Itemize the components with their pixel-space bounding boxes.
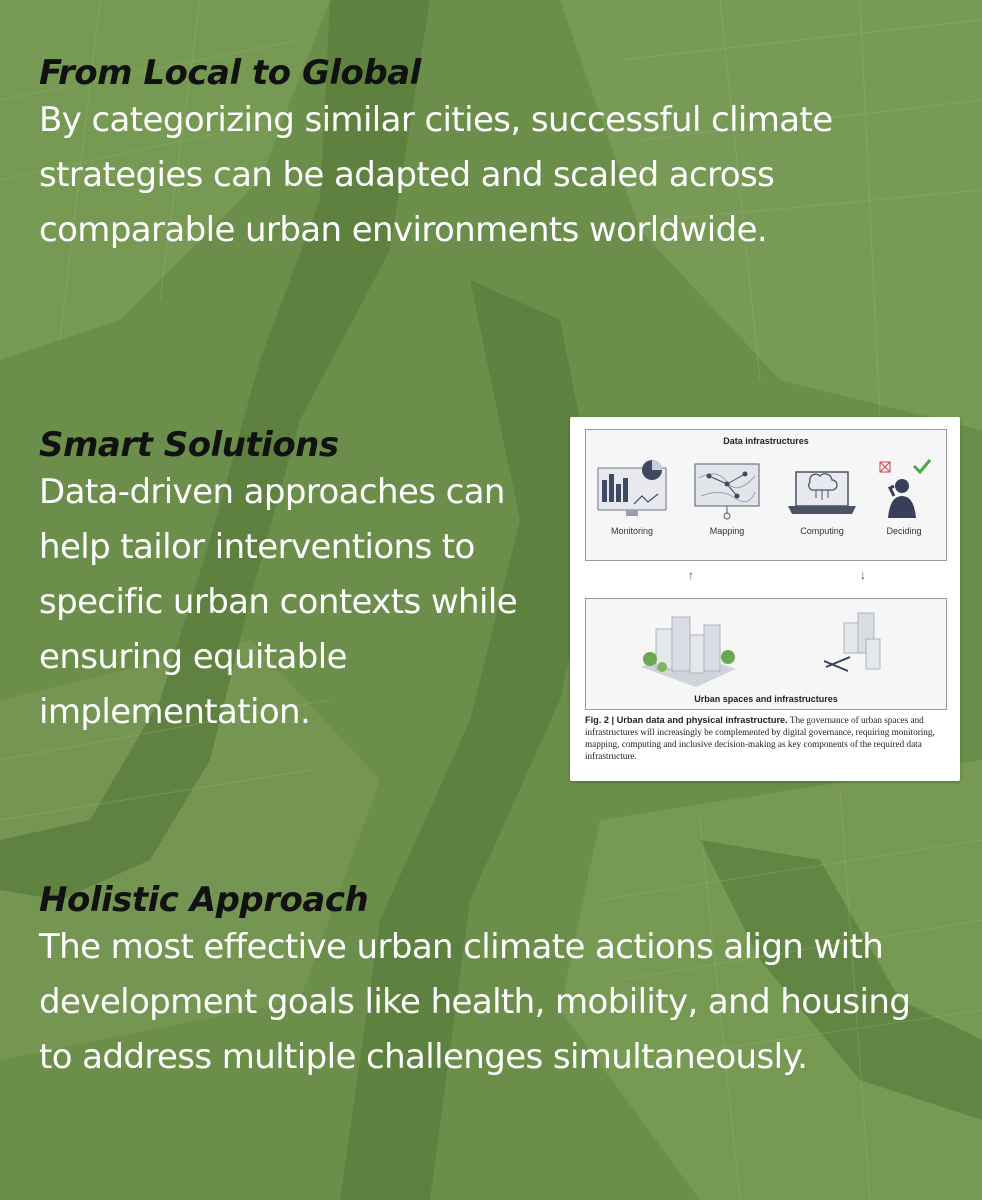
caption-text: The governance of urban spaces and infrastructures will increasingly be complemented by digital governance, requiring monitoring, mapping, computing and inclusive decision-making as key components of the required data infrastructure.: [585, 715, 935, 761]
section-title: Smart Solutions: [39, 425, 339, 465]
mapping-icon: [687, 458, 767, 520]
section-smart-solutions: [39, 425, 559, 740]
computing-item: [782, 458, 862, 536]
panel-title: Data infrastructures: [723, 436, 809, 446]
item-label: Computing: [800, 526, 844, 536]
section-local-to-global: [39, 53, 939, 258]
buildings-icon: [586, 599, 946, 691]
computing-icon: [782, 458, 862, 520]
data-infrastructures-panel: [585, 429, 947, 561]
caption-label: Fig. 2 | Urban data and physical infrastructure.: [585, 715, 788, 725]
mapping-item: [687, 458, 767, 536]
section-holistic-approach: [39, 880, 939, 1085]
monitoring-item: [592, 458, 672, 536]
section-body: Data-driven approaches can help tailor interventions to specific urban contexts while ensuring equitable implementation.: [39, 472, 518, 732]
item-label: Mapping: [709, 526, 745, 536]
deciding-icon: [864, 458, 944, 520]
figure-card: [570, 417, 960, 781]
item-label: Deciding: [886, 526, 922, 536]
arrow-down-icon: ↓: [860, 568, 866, 582]
arrow-up-icon: ↑: [688, 568, 694, 582]
urban-spaces-panel: [585, 598, 947, 710]
section-body: By categorizing similar cities, successful climate strategies can be adapted and scaled across comparable urban environments worldwide.: [39, 100, 833, 250]
monitoring-icon: [592, 458, 672, 520]
section-title: Holistic Approach: [39, 880, 369, 920]
deciding-item: [864, 458, 944, 536]
section-body: The most effective urban climate actions align with development goals like health, mobility, and housing to address multiple challenges simultaneously.: [39, 927, 911, 1077]
section-title: From Local to Global: [39, 53, 421, 93]
item-label: Monitoring: [610, 526, 654, 536]
panel-title: Urban spaces and infrastructures: [694, 694, 838, 704]
figure-caption: [585, 714, 947, 762]
